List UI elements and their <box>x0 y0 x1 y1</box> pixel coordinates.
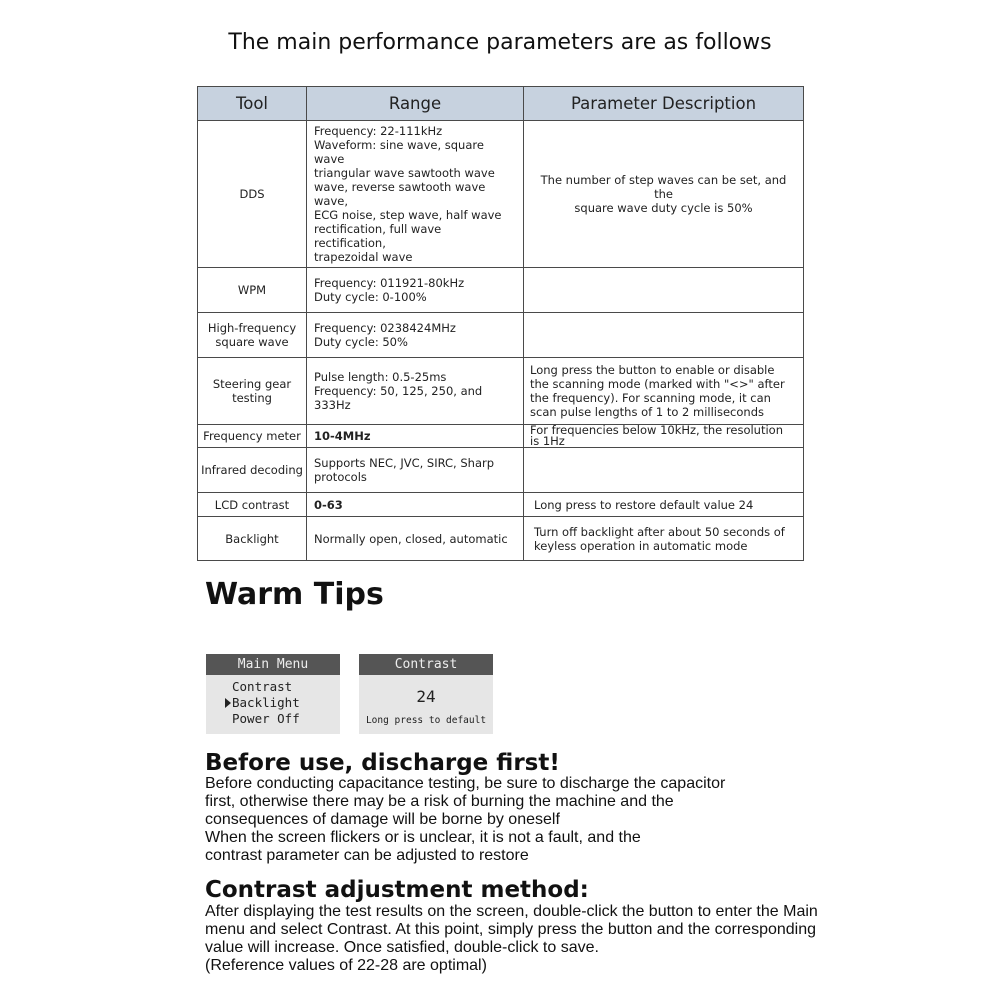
description-cell: Long press the button to enable or disable the scanning mode (marked with "<>" after the frequency). For scanning mode, it can scan pulse lengths of 1 to 2 milliseconds <box>524 358 804 425</box>
description-cell <box>524 313 804 358</box>
description-cell <box>524 268 804 313</box>
header-tool: Tool <box>198 87 307 121</box>
lcd-contrast-value: 24 <box>416 687 436 706</box>
lcd-contrast-title: Contrast <box>359 654 493 675</box>
tool-cell: WPM <box>198 268 307 313</box>
table-row <box>198 313 804 358</box>
tool-cell: Frequency meter <box>198 425 307 448</box>
warm-tips-heading: Warm Tips <box>205 577 384 612</box>
discharge-text: Before conducting capacitance testing, be sure to discharge the capacitor first, otherwise there may be a risk of burning the machine and the consequences of damage will be borne by oneself When the screen flickers or is unclear, it is not a fault, and the contrast parameter can be adjusted to restore <box>205 775 726 864</box>
parameters-table <box>197 86 804 561</box>
range-cell: Normally open, closed, automatic <box>307 517 524 561</box>
description-cell: Long press to restore default value 24 <box>524 493 804 517</box>
range-cell: Supports NEC, JVC, SIRC, Sharp protocols <box>307 448 524 493</box>
header-description: Parameter Description <box>524 87 804 121</box>
tool-cell: DDS <box>198 121 307 268</box>
range-cell: Pulse length: 0.5-25ms Frequency: 50, 125, 250, and 333Hz <box>307 358 524 425</box>
table-row <box>198 448 804 493</box>
tool-cell: Infrared decoding <box>198 448 307 493</box>
discharge-heading: Before use, discharge first! <box>205 750 560 776</box>
range-cell: 0-63 <box>307 493 524 517</box>
lcd-main-menu-screen <box>206 654 340 734</box>
tool-cell: High-frequency square wave <box>198 313 307 358</box>
table-row <box>198 517 804 561</box>
lcd-main-menu-title: Main Menu <box>206 654 340 675</box>
lcd-contrast-note: Long press to default <box>365 715 487 726</box>
table-row <box>198 268 804 313</box>
lcd-menu-list <box>206 675 340 727</box>
description-cell: Turn off backlight after about 50 seconds of keyless operation in automatic mode <box>524 517 804 561</box>
contrast-method-heading: Contrast adjustment method: <box>205 877 589 903</box>
range-cell: Frequency: 0238424MHz Duty cycle: 50% <box>307 313 524 358</box>
description-cell: For frequencies below 10kHz, the resolution is 1Hz <box>524 425 804 448</box>
lcd-menu-item-power-off: Power Off <box>232 711 300 726</box>
description-cell: The number of step waves can be set, and the square wave duty cycle is 50% <box>524 121 804 268</box>
range-cell: Frequency: 011921-80kHz Duty cycle: 0-100% <box>307 268 524 313</box>
tool-cell: Backlight <box>198 517 307 561</box>
lcd-contrast-screen <box>359 654 493 734</box>
page-title: The main performance parameters are as follows <box>228 30 772 55</box>
range-cell: Frequency: 22-111kHz Waveform: sine wave, square wave triangular wave sawtooth wave wave, reverse sawtooth wave wave, ECG noise, step wave, half wave rectification, full wave rectification, trapezoidal wave <box>307 121 524 268</box>
table-row <box>198 121 804 268</box>
table-row <box>198 493 804 517</box>
range-cell: 10-4MHz <box>307 425 524 448</box>
tool-cell: Steering gear testing <box>198 358 307 425</box>
lcd-menu-item-contrast: Contrast <box>232 679 293 694</box>
lcd-menu-item-backlight: Backlight <box>232 695 340 711</box>
header-range: Range <box>307 87 524 121</box>
table-header-row <box>198 87 804 121</box>
table-row <box>198 358 804 425</box>
tool-cell: LCD contrast <box>198 493 307 517</box>
description-cell <box>524 448 804 493</box>
contrast-method-text: After displaying the test results on the screen, double-click the button to enter the Main menu and select Contrast. At this point, simply press the button and the corresponding value will increase. Once satisfied, double-click to save. (Reference values of 22-28 are optimal) <box>205 903 818 974</box>
table-row <box>198 425 804 448</box>
